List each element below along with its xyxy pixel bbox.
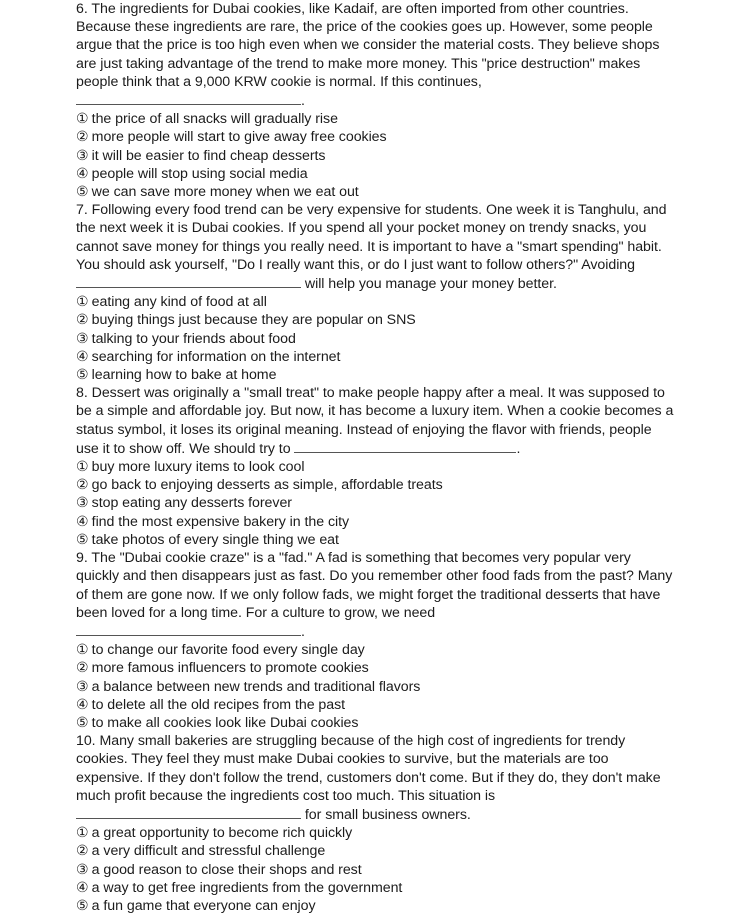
choice-item[interactable] [76, 897, 676, 915]
question-10 [76, 732, 676, 915]
choice-marker: ② [76, 843, 89, 860]
choice-marker: ② [76, 129, 89, 146]
stem-text-after: . [516, 440, 521, 457]
answer-blank [294, 439, 516, 453]
choice-marker: ③ [76, 330, 89, 347]
choice-marker: ③ [76, 495, 89, 512]
choice-marker: ⑤ [76, 531, 89, 548]
choice-marker: ⑤ [76, 897, 89, 914]
choice-text: more people will start to give away free cookies [91, 129, 387, 146]
stem-text: Dessert was originally a "small treat" to make people happy after a meal. It was supposed to be a simple and affordable joy. But now, it has become a luxury item. When a cookie becomes a status symbol, it loses its original meaning. Instead of enjoying the flavor with friends, people use it to show off. We should try to [76, 385, 674, 457]
question-stem [76, 0, 676, 110]
choice-marker: ① [76, 642, 89, 659]
question-number: 8. [76, 385, 88, 402]
choice-item[interactable] [76, 678, 676, 696]
question-stem [76, 732, 676, 824]
choice-marker: ③ [76, 861, 89, 878]
stem-text: Many small bakeries are struggling because of the high cost of ingredients for trendy cookies. They feel they must make Dubai cookies to survive, but the materials are too expensive. If they don't follow the trend, customers don't come. But if they do, they don't make much profit because the ingredients cost too much. This situation is [76, 733, 661, 804]
choice-marker: ⑤ [76, 714, 89, 731]
choice-item[interactable] [76, 128, 676, 146]
choice-list [76, 110, 676, 201]
choice-marker: ③ [76, 678, 89, 695]
choice-list [76, 641, 676, 732]
question-number: 7. [76, 202, 88, 219]
stem-text-after: for small business owners. [304, 806, 471, 823]
question-stem [76, 549, 676, 641]
choice-text: a great opportunity to become rich quickly [91, 825, 353, 842]
choice-text: go back to enjoying desserts as simple, affordable treats [91, 477, 443, 494]
stem-text-after: will help you manage your money better. [304, 276, 557, 293]
choice-marker: ① [76, 294, 89, 311]
choice-marker: ② [76, 477, 89, 494]
choice-item[interactable] [76, 513, 676, 531]
choice-item[interactable] [76, 366, 676, 384]
choice-item[interactable] [76, 293, 676, 311]
choice-item[interactable] [76, 348, 676, 366]
choice-text: it will be easier to find cheap desserts [91, 147, 326, 164]
choice-marker: ① [76, 459, 89, 476]
question-stem [76, 201, 676, 293]
choice-item[interactable] [76, 147, 676, 165]
choice-item[interactable] [76, 714, 676, 732]
worksheet [76, 0, 676, 915]
choice-marker: ② [76, 312, 89, 329]
answer-blank [76, 805, 301, 819]
choice-marker: ④ [76, 165, 89, 182]
stem-text-after: . [301, 623, 305, 640]
choice-list [76, 824, 676, 915]
choice-text: take photos of every single thing we eat [91, 531, 339, 548]
question-6 [76, 0, 676, 201]
choice-marker: ④ [76, 879, 89, 896]
choice-text: to delete all the old recipes from the past [91, 696, 346, 713]
choice-text: talking to your friends about food [91, 330, 296, 347]
choice-text: the price of all snacks will gradually rise [91, 111, 338, 128]
choice-marker: ⑤ [76, 184, 89, 201]
choice-item[interactable] [76, 183, 676, 201]
choice-marker: ① [76, 825, 89, 842]
choice-text: a very difficult and stressful challenge [91, 843, 326, 860]
choice-text: people will stop using social media [91, 165, 308, 182]
choice-text: we can save more money when we eat out [91, 184, 359, 201]
choice-item[interactable] [76, 842, 676, 860]
choice-marker: ④ [76, 696, 89, 713]
choice-item[interactable] [76, 861, 676, 879]
question-7 [76, 201, 676, 384]
choice-text: stop eating any desserts forever [91, 495, 292, 512]
choice-text: buy more luxury items to look cool [91, 459, 305, 476]
choice-item[interactable] [76, 311, 676, 329]
choice-text: a fun game that everyone can enjoy [91, 897, 316, 914]
choice-text: a balance between new trends and traditional flavors [91, 678, 421, 695]
choice-item[interactable] [76, 110, 676, 128]
choice-item[interactable] [76, 494, 676, 512]
choice-text: learning how to bake at home [91, 367, 277, 384]
choice-item[interactable] [76, 330, 676, 348]
choice-item[interactable] [76, 165, 676, 183]
choice-marker: ④ [76, 348, 89, 365]
stem-text: The "Dubai cookie craze" is a "fad." A fad is something that becomes very popular very quickly and then disappears just as fast. Do you remember other food fads from the past? Many of them are gone now. If we only follow fads, we might forget the traditional desserts that have been loved for a long time. For a culture to grow, we need [76, 550, 673, 621]
choice-text: find the most expensive bakery in the city [91, 513, 350, 530]
choice-marker: ② [76, 660, 89, 677]
choice-item[interactable] [76, 531, 676, 549]
choice-item[interactable] [76, 458, 676, 476]
choice-item[interactable] [76, 696, 676, 714]
choice-text: a good reason to close their shops and rest [91, 861, 362, 878]
choice-marker: ④ [76, 513, 89, 530]
choice-text: eating any kind of food at all [91, 294, 267, 311]
choice-text: more famous influencers to promote cookies [91, 660, 369, 677]
choice-text: buying things just because they are popular on SNS [91, 312, 416, 329]
choice-text: to make all cookies look like Dubai cookies [91, 714, 359, 731]
choice-marker: ⑤ [76, 367, 89, 384]
choice-marker: ① [76, 111, 89, 128]
answer-blank [76, 274, 301, 288]
answer-blank [76, 622, 301, 636]
choice-item[interactable] [76, 659, 676, 677]
choice-marker: ③ [76, 147, 89, 164]
choice-text: a way to get free ingredients from the government [91, 879, 403, 896]
stem-text: Following every food trend can be very expensive for students. One week it is Tanghulu, and the next week it is Dubai cookies. If you spend all your pocket money on trendy snacks, you cannot save money for things you really need. It is important to have a "smart spending" habit. You should ask yourself, "Do I really want this, or do I just want to follow others?" Avoiding [76, 202, 667, 273]
choice-item[interactable] [76, 641, 676, 659]
choice-list [76, 293, 676, 384]
stem-text: The ingredients for Dubai cookies, like Kadaif, are often imported from other countries. Because these ingredients are rare, the price of the cookies goes up. However, some people argue that the price is too high even when we consider the material costs. They believe shops are just taking advantage of the trend to make more money. This "price destruction" makes people think that a 9,000 KRW cookie is normal. If this continues, [76, 1, 660, 90]
question-9 [76, 549, 676, 732]
question-number: 6. [76, 1, 88, 17]
choice-list [76, 458, 676, 549]
choice-item[interactable] [76, 824, 676, 842]
question-stem [76, 384, 676, 458]
question-number: 10. [76, 733, 96, 750]
choice-item[interactable] [76, 476, 676, 494]
choice-text: searching for information on the internet [91, 348, 341, 365]
question-number: 9. [76, 550, 88, 567]
answer-blank [76, 91, 301, 105]
stem-text-after: . [301, 93, 305, 110]
question-8 [76, 384, 676, 549]
choice-text: to change our favorite food every single day [91, 642, 365, 659]
choice-item[interactable] [76, 879, 676, 897]
